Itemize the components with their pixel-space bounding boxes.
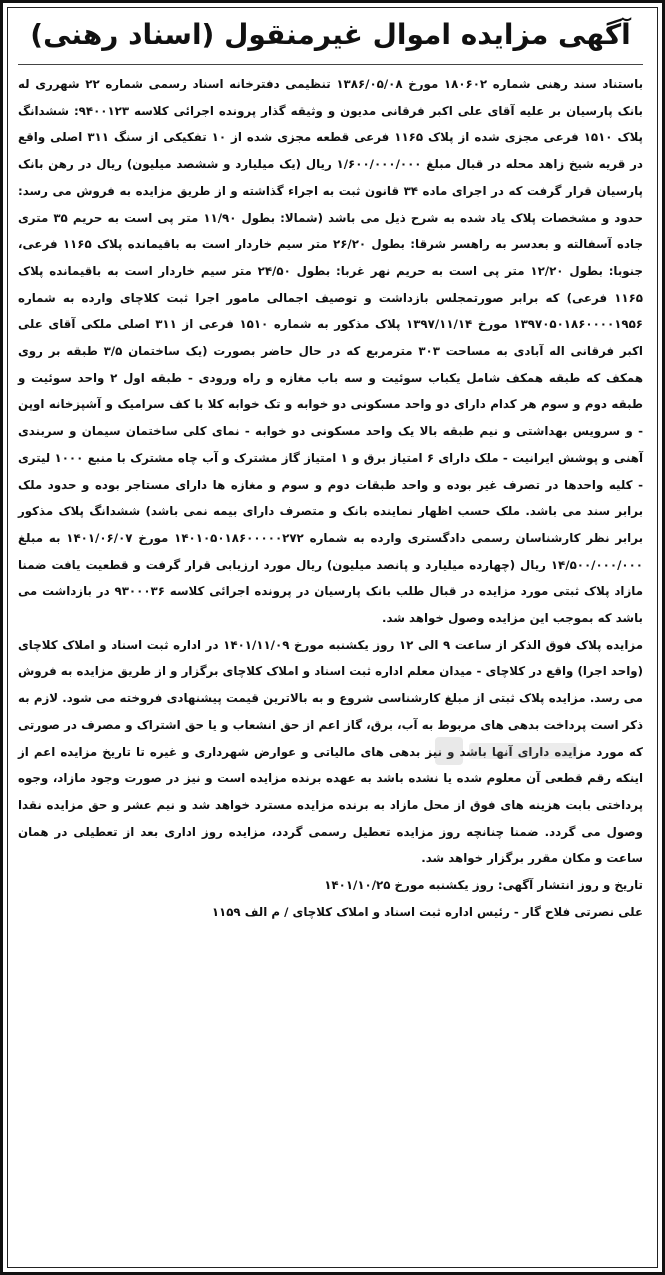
notice-paragraph-1: باستناد سند رهنی شماره ۱۸۰۶۰۲ مورخ ۱۳۸۶/۰۵/۰۸ تنظیمی دفترخانه اسناد رسمی شماره ۲۲ شهرری له بانک پارسیان بر علیه آقای علی اکبر فرقانی مدیون و وثیقه گذار پرونده اجرائی کلاسه ۹۴۰۰۱۲۳: ششدانگ پلاک ۱۵۱۰ فرعی مجزی شده از پلاک ۱۱۶۵ فرعی قطعه مجزی شده از ۱۰ تفکیکی از سنگ ۳۱۱ اصلی واقع در قریه شیخ زاهد محله در قبال مبلغ ۱/۶۰۰/۰۰۰/۰۰۰ ریال (یک میلیارد و ششصد میلیون) ریال در رهن بانک پارسیان قرار گرفت که در اجرای ماده ۳۴ قانون ثبت به اجراء گذاشته و از طریق مزایده به فروش می رسد: حدود و مشخصات پلاک یاد شده به شرح ذیل می باشد (شمالا: بطول ۱۱/۹۰ متر پی است به حریم ۳۵ متری جاده آسفالته و بعدسر به راهسر شرقا: بطول ۲۶/۲۰ متر سیم خاردار است به باقیمانده پلاک ۱۱۶۵ فرعی، جنوبا: بطول ۱۲/۲۰ متر پی است به حریم نهر غربا: بطول ۲۴/۵۰ متر سیم خاردار است به باقیمانده پلاک ۱۱۶۵ فرعی) که برابر صورتمجلس بازداشت و توصیف اجمالی مامور اجرا ثبت کلاچای وارده به شماره ۱۳۹۷۰۵۰۱۸۶۰۰۰۰۱۹۵۶ مورخ ۱۳۹۷/۱۱/۱۴ پلاک مذکور به شماره ۱۵۱۰ فرعی از ۳۱۱ اصلی ملکی آقای علی اکبر فرقانی اله آبادی به مساحت ۳۰۳ مترمربع که در حال حاضر بصورت (یک ساختمان ۳/۵ طبقه بر روی همکف که طبقه همکف شامل یکباب سوئیت و سه باب مغازه و راه ورودی - طبقه اول ۲ واحد سوئیت و طبقه دوم و سوم هر کدام دارای دو واحد مسکونی دو خوابه و تک خوابه کلا با کف سرامیک و آشپزخانه اوپن - و سرویس بهداشتی و نیم طبقه بالا یک واحد مسکونی دو خوابه - نمای کلی ساختمان سیمان و سربندی آهنی و پوشش ایرانیت - ملک دارای ۶ امتیاز برق و ۱ امتیاز گاز مشترک و آب چاه مشترک با منبع ۱۰۰۰ لیتری - کلیه واحدها در تصرف غیر بوده و واحد طبقات دوم و سوم و مغازه ها دارای مستاجر بوده و حدود ملک برابر سند می باشد. ملک حسب اظهار نماینده بانک و متصرف دارای بیمه نمی باشد) ششدانگ پلاک مذکور برابر نظر کارشناسان رسمی دادگستری وارده به شماره ۱۴۰۱۰۵۰۱۸۶۰۰۰۰۰۲۷۲ مورخ ۱۴۰۱/۰۶/۰۷ به مبلغ ۱۴/۵۰۰/۰۰۰/۰۰۰ ریال (چهارده میلیارد و پانصد میلیون) ریال مورد ارزیابی قرار گرفت و قطعیت یافت ضمنا مازاد پلاک ثبتی مورد مزایده در قبال طلب بانک پارسیان در پرونده اجرائی کلاسه ۹۳۰۰۰۳۶ در بازداشت می باشد که بموجب این مزایده وصول خواهد شد. [18,77,643,626]
publish-date-line: تاریخ و روز انتشار آگهی: روز یکشنبه مورخ ۱۴۰۱/۱۰/۲۵ [324,878,643,893]
notice-title: آگهی مزایده اموال غیرمنقول (اسناد رهنی) [30,18,631,51]
title-divider [18,64,643,65]
notice-body [18,71,643,872]
notice-paragraph-2: مزایده پلاک فوق الذکر از ساعت ۹ الی ۱۲ روز یکشنبه مورخ ۱۴۰۱/۱۱/۰۹ در اداره ثبت اسناد و املاک کلاچای (واحد اجرا) واقع در کلاچای - میدان معلم اداره ثبت اسناد و املاک کلاچای برگزار و از طریق مزایده به فروش می رسد. مزایده پلاک ثبتی از مبلغ کارشناسی شروع و به بالاترین قیمت پیشنهادی فروخته می شود. لازم به ذکر است پرداخت بدهی های مربوط به آب، برق، گاز اعم از حق انشعاب و یا حق اشتراک و مصرف در صورتی که مورد مزایده دارای آنها باشد و نیز بدهی های مالیاتی و عوارض شهرداری و غیره تا تاریخ مزایده اعم از اینکه رقم قطعی آن معلوم شده یا نشده باشد به عهده برنده مزایده است و نیز در صورت وجود مازاد، وجوه پرداختی بابت هزینه های فوق از محل مازاد به برنده مزایده مسترد خواهد شد و نیم عشر و حق مزایده نقدا وصول می گردد. ضمنا چنانچه روز مزایده تعطیل رسمی گردد، مزایده روز اداری بعد از تعطیلی در همان ساعت و مکان مقرر برگزار خواهد شد. [18,637,644,866]
signature-line: علی نصرتی فلاح گار - رئیس اداره ثبت اسناد و املاک کلاچای / م الف ۱۱۵۹ [211,904,643,919]
notice-frame [7,7,658,1268]
